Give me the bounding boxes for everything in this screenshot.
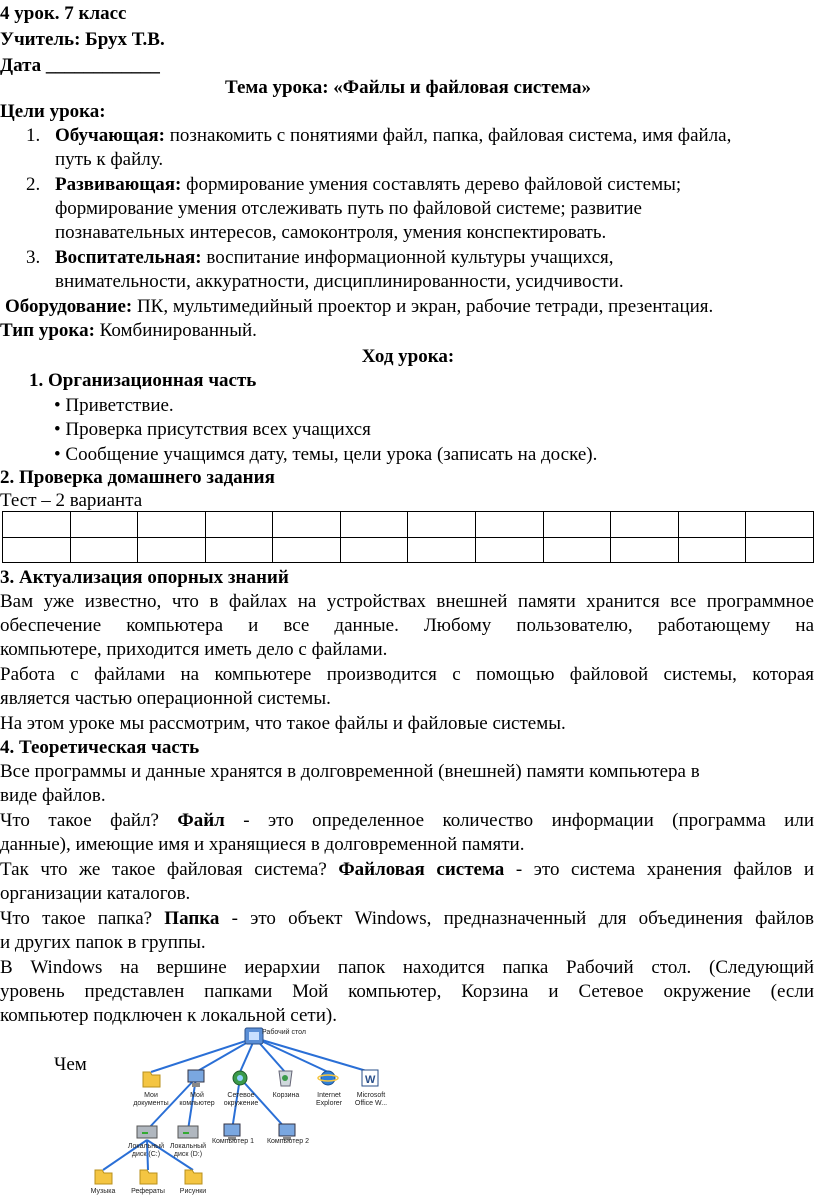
node-label: Локальный диск (D:)	[169, 1143, 207, 1158]
lesson-type	[0, 319, 257, 343]
chem-text: Чем	[54, 1054, 87, 1075]
recycle-bin-icon[interactable]	[279, 1071, 292, 1086]
section-3-line: является частью операционной системы.	[0, 688, 331, 709]
goals-title: Цели урока:	[0, 101, 106, 122]
teacher-name: Учитель: Брух Т.В.	[0, 29, 165, 50]
table-cell[interactable]	[543, 512, 611, 538]
table-row	[3, 537, 814, 563]
node-label: Рефераты	[131, 1188, 165, 1195]
section-2-title: 2. Проверка домашнего задания	[0, 467, 275, 488]
table-cell[interactable]	[70, 512, 138, 538]
node-label: Internet Explorer	[315, 1092, 343, 1107]
equipment	[5, 295, 713, 319]
section-4-line: виде файлов.	[0, 785, 106, 806]
table-cell[interactable]	[746, 512, 814, 538]
file-question: Что такое файл?	[0, 810, 178, 831]
goal-2-text: формирование умения составлять дерево файловой системы;	[181, 174, 682, 195]
fs-question: Так что же такое файловая система?	[0, 859, 339, 880]
section-2-text: Тест – 2 варианта	[0, 490, 143, 511]
lesson-topic: Тема урока: «Файлы и файловая система»	[225, 77, 591, 98]
windows-line: уровень представлен папками Мой компьютер, Корзина и Сетевое окружение (если	[0, 981, 814, 1002]
section-3-line: обеспечение компьютера и все данные. Любому пользователю, работающему на	[0, 615, 814, 636]
node-label: Компьютер 1	[211, 1138, 255, 1145]
table-row	[3, 512, 814, 538]
drive-d-icon[interactable]	[178, 1126, 198, 1138]
table-cell[interactable]	[746, 537, 814, 563]
file-definition	[0, 809, 814, 833]
table-cell[interactable]	[408, 537, 476, 563]
node-label: Мой компьютер	[179, 1092, 215, 1107]
table-cell[interactable]	[273, 537, 341, 563]
goal-1-text: познакомить с понятиями файл, папка, файловая система, имя файла,	[164, 125, 732, 146]
goal-1-line2: путь к файлу.	[55, 149, 164, 170]
section-3-line: Вам уже известно, что в файлах на устройствах внешней памяти хранится все программное	[0, 591, 814, 612]
equipment-text: ПК, мультимедийный проектор и экран, рабочие тетради, презентация.	[132, 296, 714, 317]
folder-tree-diagram	[0, 1020, 816, 1203]
test-table	[2, 511, 814, 563]
node-label: Microsoft Office W...	[354, 1092, 388, 1107]
fs-def: - это система хранения файлов и	[504, 859, 814, 880]
table-cell[interactable]	[3, 537, 71, 563]
desktop-icon[interactable]	[245, 1028, 263, 1044]
lesson-type-label: Тип урока:	[0, 320, 95, 341]
section-1-item: • Сообщение учащимся дату, темы, цели урока (записать на доске).	[54, 444, 598, 465]
file-def: - это определенное количество информации (программа или	[224, 810, 814, 831]
section-3-line: Работа с файлами на компьютере производится с помощью файловой системы, которая	[0, 664, 814, 685]
fs-definition-cont: организации каталогов.	[0, 883, 191, 904]
section-3-line: компьютере, приходится иметь дело с файлами.	[0, 639, 388, 660]
my-documents-icon[interactable]	[143, 1072, 160, 1087]
file-term: Файл	[177, 810, 225, 831]
table-cell[interactable]	[205, 512, 273, 538]
goal-3-num: 3.	[26, 247, 41, 268]
node-label: Рисунки	[179, 1188, 207, 1195]
internet-explorer-icon[interactable]	[318, 1071, 338, 1085]
drive-c-icon[interactable]	[137, 1126, 157, 1138]
node-label: Компьютер 2	[266, 1138, 310, 1145]
lesson-type-text: Комбинированный.	[94, 320, 257, 341]
goal-2-line2: формирование умения отслеживать путь по файловой системе; развитие	[55, 198, 642, 219]
section-1-item: • Приветствие.	[54, 395, 174, 416]
goal-1-label: Обучающая:	[55, 125, 165, 146]
table-cell[interactable]	[611, 537, 679, 563]
table-cell[interactable]	[205, 537, 273, 563]
table-cell[interactable]	[138, 537, 206, 563]
goal-1-num: 1.	[26, 125, 41, 146]
table-cell[interactable]	[340, 512, 408, 538]
table-cell[interactable]	[3, 512, 71, 538]
folder-definition-cont: и других папок в группы.	[0, 932, 206, 953]
goal-3-line2: внимательности, аккуратности, дисциплинированности, усидчивости.	[55, 271, 624, 292]
node-label: Музыка	[90, 1188, 116, 1195]
table-cell[interactable]	[138, 512, 206, 538]
goal-3-line1	[55, 246, 614, 270]
fs-definition	[0, 858, 814, 882]
root-label: Рабочий стол	[262, 1029, 306, 1036]
goal-2-num: 2.	[26, 174, 41, 195]
table-cell[interactable]	[543, 537, 611, 563]
section-3-line: На этом уроке мы рассмотрим, что такое файлы и файловые системы.	[0, 713, 566, 734]
table-cell[interactable]	[678, 537, 746, 563]
word-icon[interactable]	[362, 1070, 378, 1086]
windows-line: компьютер подключен к локальной сети).	[0, 1005, 337, 1026]
table-cell[interactable]	[273, 512, 341, 538]
table-cell[interactable]	[70, 537, 138, 563]
table-cell[interactable]	[611, 512, 679, 538]
folder-question: Что такое папка?	[0, 908, 165, 929]
windows-line: В Windows на вершине иерархии папок находится папка Рабочий стол. (Следующий	[0, 957, 814, 978]
node-label: Сетевое окружение	[223, 1092, 259, 1107]
section-1-item: • Проверка присутствия всех учащихся	[54, 419, 371, 440]
folder-term: Папка	[164, 908, 220, 929]
goal-1-line1	[55, 124, 731, 148]
date-label: Дата	[0, 55, 42, 76]
date-line	[0, 54, 160, 78]
section-3-title: 3. Актуализация опорных знаний	[0, 567, 289, 588]
fs-term: Файловая система	[338, 859, 505, 880]
equipment-label: Оборудование:	[5, 296, 133, 317]
svg-text:W: W	[365, 1074, 376, 1086]
folder-definition	[0, 907, 814, 931]
network-icon[interactable]	[233, 1071, 247, 1085]
goal-2-line1	[55, 173, 681, 197]
goal-3-text: воспитание информационной культуры учащихся,	[201, 247, 614, 268]
section-4-title: 4. Теоретическая часть	[0, 737, 200, 758]
file-definition-cont: данные), имеющие имя и хранящиеся в долговременной памяти.	[0, 834, 525, 855]
goal-2-line3: познавательных интересов, самоконтроля, умения конспектировать.	[55, 222, 607, 243]
course-title: Ход урока:	[361, 346, 455, 367]
node-label: Корзина	[272, 1092, 300, 1099]
node-label: Мои документы	[133, 1092, 169, 1107]
date-blank: ____________	[45, 55, 160, 76]
music-folder-icon[interactable]	[95, 1170, 112, 1184]
goal-3-label: Воспитательная:	[55, 247, 202, 268]
lesson-number: 4 урок. 7 класс	[0, 3, 127, 24]
table-cell[interactable]	[678, 512, 746, 538]
table-cell[interactable]	[476, 512, 544, 538]
goal-2-label: Развивающая:	[55, 174, 182, 195]
node-label: Локальный диск (C:)	[127, 1143, 165, 1158]
table-cell[interactable]	[340, 537, 408, 563]
table-cell[interactable]	[476, 537, 544, 563]
folder-def: - это объект Windows, предназначенный для объединения файлов	[219, 908, 814, 929]
section-4-line: Все программы и данные хранятся в долговременной (внешней) памяти компьютера в	[0, 761, 700, 782]
section-1-title: 1. Организационная часть	[29, 370, 257, 391]
table-cell[interactable]	[408, 512, 476, 538]
essays-folder-icon[interactable]	[140, 1170, 157, 1184]
pictures-folder-icon[interactable]	[185, 1170, 202, 1184]
